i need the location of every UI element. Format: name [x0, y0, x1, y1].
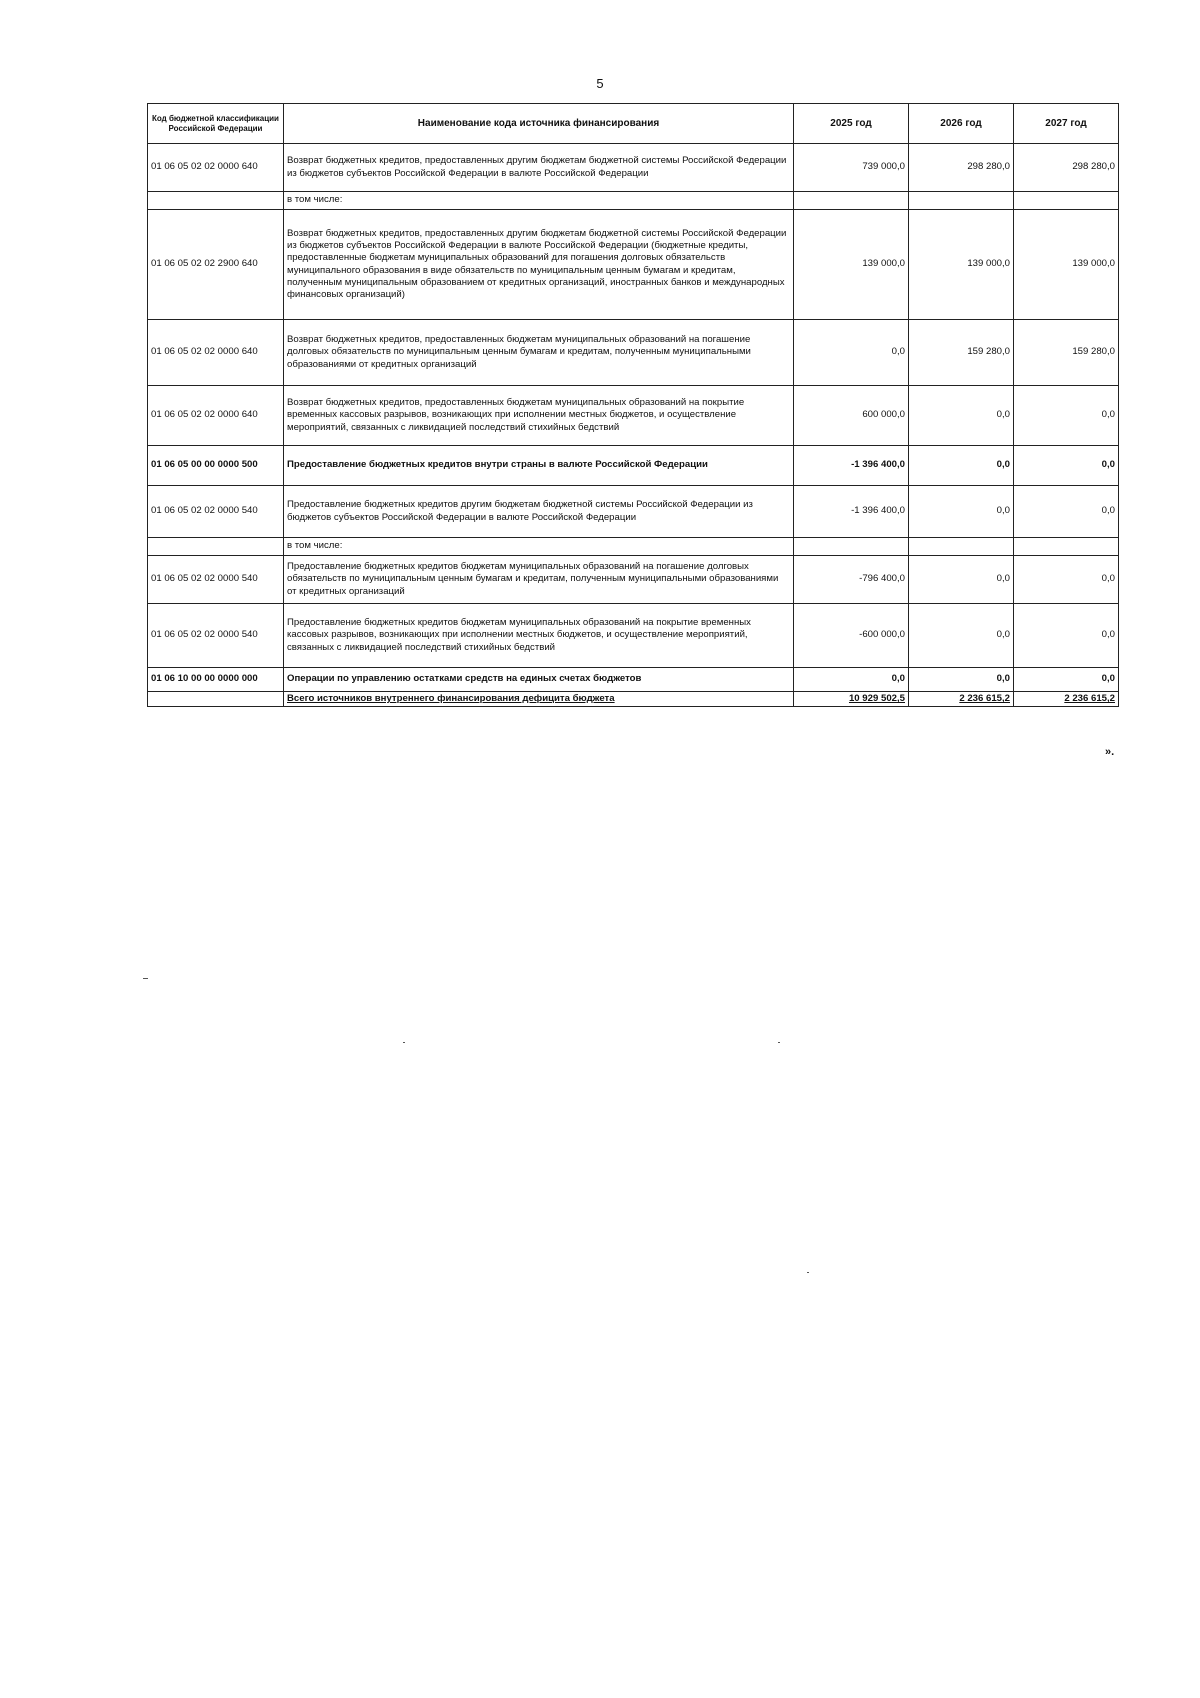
- row-name: Предоставление бюджетных кредитов внутри страны в валюте Российской Федерации: [284, 446, 794, 486]
- table-row: [148, 144, 1119, 192]
- row-code: 01 06 10 00 00 0000 000: [148, 668, 284, 692]
- row-name: Возврат бюджетных кредитов, предоставленных другим бюджетам бюджетной системы Российской Федерации из бюджетов субъектов Российской Федерации в валюте Российской Федерации (бюджетные кредиты, предоставленные бюджетам муниципальных образований для погашения долговых обязательств муниципального образования в виде обязательств по муниципальным ценным бумагам и кредитам, полученным муниципальным образованием от кредитных организаций, иностранных банков и международных финансовых организаций): [284, 210, 794, 320]
- header-2027: 2027 год: [1014, 104, 1119, 144]
- row-2025: 10 929 502,5: [794, 692, 909, 707]
- page-number: 5: [596, 76, 604, 91]
- row-code: [148, 692, 284, 707]
- row-2026: 0,0: [909, 556, 1014, 604]
- row-2027: 0,0: [1014, 668, 1119, 692]
- row-2026: 0,0: [909, 446, 1014, 486]
- table-header-row: [148, 104, 1119, 144]
- row-2026: 139 000,0: [909, 210, 1014, 320]
- row-2026: 0,0: [909, 386, 1014, 446]
- row-name: Возврат бюджетных кредитов, предоставленных бюджетам муниципальных образований на погашение долговых обязательств по муниципальным ценным бумагам и кредитам, полученным муниципальными образованиями от кредитных организаций: [284, 320, 794, 386]
- header-2026: 2026 год: [909, 104, 1014, 144]
- table-row: [148, 668, 1119, 692]
- row-2025: [794, 538, 909, 556]
- row-2026: 0,0: [909, 668, 1014, 692]
- row-code: 01 06 05 00 00 0000 500: [148, 446, 284, 486]
- table-row: [148, 446, 1119, 486]
- row-2027: 2 236 615,2: [1014, 692, 1119, 707]
- row-name: Возврат бюджетных кредитов, предоставленных другим бюджетам бюджетной системы Российской Федерации из бюджетов субъектов Российской Федерации в валюте Российской Федерации: [284, 144, 794, 192]
- header-name: Наименование кода источника финансирования: [284, 104, 794, 144]
- table-row: [148, 556, 1119, 604]
- table-row: [148, 386, 1119, 446]
- row-2025: -1 396 400,0: [794, 446, 909, 486]
- row-code: 01 06 05 02 02 0000 640: [148, 386, 284, 446]
- row-2027: [1014, 538, 1119, 556]
- table-row: [148, 486, 1119, 538]
- row-2026: 2 236 615,2: [909, 692, 1014, 707]
- row-2026: 159 280,0: [909, 320, 1014, 386]
- row-name: Предоставление бюджетных кредитов бюджетам муниципальных образований на погашение долговых обязательств по муниципальным ценным бумагам и кредитам, полученным муниципальными образованиями от кредитных организаций: [284, 556, 794, 604]
- row-code: 01 06 05 02 02 0000 640: [148, 144, 284, 192]
- row-name: Операции по управлению остатками средств на единых счетах бюджетов: [284, 668, 794, 692]
- row-name: Всего источников внутреннего финансирования дефицита бюджета: [284, 692, 794, 707]
- row-code: 01 06 05 02 02 2900 640: [148, 210, 284, 320]
- row-2026: 0,0: [909, 486, 1014, 538]
- row-2025: -796 400,0: [794, 556, 909, 604]
- row-2025: -600 000,0: [794, 604, 909, 668]
- header-2025: 2025 год: [794, 104, 909, 144]
- row-2025: [794, 192, 909, 210]
- row-name: в том числе:: [284, 192, 794, 210]
- table-row: [148, 538, 1119, 556]
- financing-sources-table: [147, 103, 1119, 707]
- row-2027: 0,0: [1014, 386, 1119, 446]
- table-row: [148, 604, 1119, 668]
- header-code: Код бюджетной классификации Российской Федерации: [148, 104, 284, 144]
- row-2027: [1014, 192, 1119, 210]
- scan-speck: [403, 1042, 405, 1043]
- table-row: [148, 192, 1119, 210]
- scan-speck: [807, 1272, 809, 1273]
- row-name: Возврат бюджетных кредитов, предоставленных бюджетам муниципальных образований на покрытие временных кассовых разрывов, возникающих при исполнении местных бюджетов, и осуществление мероприятий, связанных с ликвидацией последствий стихийных бедствий: [284, 386, 794, 446]
- row-2025: -1 396 400,0: [794, 486, 909, 538]
- row-2027: 139 000,0: [1014, 210, 1119, 320]
- row-name: в том числе:: [284, 538, 794, 556]
- table-row: [148, 210, 1119, 320]
- closing-quote-mark: ».: [1105, 746, 1115, 758]
- row-2025: 0,0: [794, 668, 909, 692]
- row-2027: 0,0: [1014, 486, 1119, 538]
- row-2025: 139 000,0: [794, 210, 909, 320]
- row-2025: 739 000,0: [794, 144, 909, 192]
- row-2026: 298 280,0: [909, 144, 1014, 192]
- row-code: 01 06 05 02 02 0000 540: [148, 556, 284, 604]
- row-2027: 0,0: [1014, 446, 1119, 486]
- row-code: [148, 192, 284, 210]
- row-name: Предоставление бюджетных кредитов другим бюджетам бюджетной системы Российской Федерации из бюджетов субъектов Российской Федерации в валюте Российской Федерации: [284, 486, 794, 538]
- row-2026: [909, 538, 1014, 556]
- scan-speck: [778, 1042, 780, 1043]
- row-name: Предоставление бюджетных кредитов бюджетам муниципальных образований на покрытие временных кассовых разрывов, возникающих при исполнении местных бюджетов, и осуществление мероприятий, связанных с ликвидацией последствий стихийных бедствий: [284, 604, 794, 668]
- scan-speck: [143, 978, 148, 979]
- row-2027: 0,0: [1014, 556, 1119, 604]
- row-2027: 0,0: [1014, 604, 1119, 668]
- row-2026: 0,0: [909, 604, 1014, 668]
- row-2027: 298 280,0: [1014, 144, 1119, 192]
- row-code: 01 06 05 02 02 0000 540: [148, 486, 284, 538]
- table-total-row: [148, 692, 1119, 707]
- row-2027: 159 280,0: [1014, 320, 1119, 386]
- row-code: 01 06 05 02 02 0000 640: [148, 320, 284, 386]
- row-code: 01 06 05 02 02 0000 540: [148, 604, 284, 668]
- row-2026: [909, 192, 1014, 210]
- row-2025: 600 000,0: [794, 386, 909, 446]
- table-row: [148, 320, 1119, 386]
- row-2025: 0,0: [794, 320, 909, 386]
- row-code: [148, 538, 284, 556]
